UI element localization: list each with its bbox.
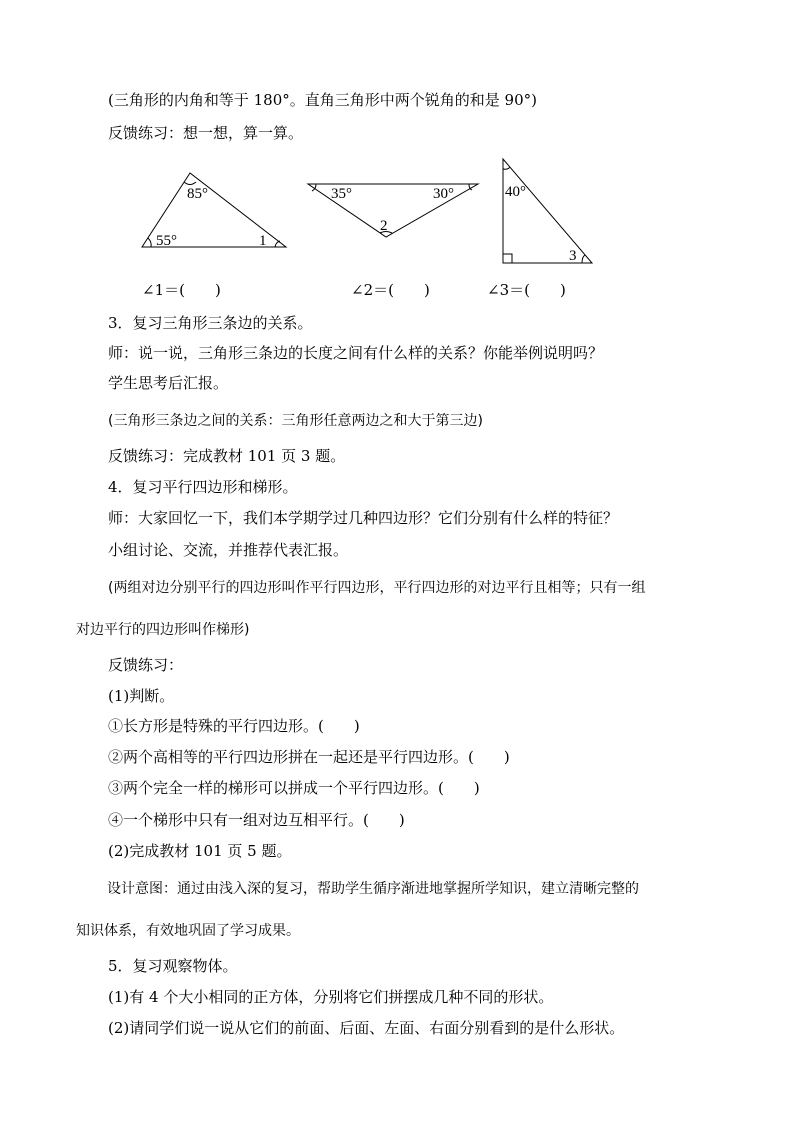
text-line: (三角形的内角和等于 180°。直角三角形中两个锐角的和是 90°)	[108, 91, 537, 109]
text-line: (2)请同学们说一说从它们的前面、后面、左面、右面分别看到的是什么形状。	[108, 1019, 625, 1037]
text-line: ④一个梯形中只有一组对边互相平行。( )	[108, 811, 405, 829]
triangle-1	[142, 173, 286, 249]
text-line: 反馈练习：	[108, 656, 184, 674]
triangle-2	[308, 184, 478, 237]
text-line: 4．复习平行四边形和梯形。	[108, 478, 298, 496]
angle-label: 85°	[187, 186, 208, 202]
angle-label: 30°	[433, 186, 454, 202]
angle-label: 40°	[505, 184, 526, 200]
text-line: 师：大家回忆一下，我们本学期学过几种四边形？它们分别有什么样的特征？	[108, 509, 619, 527]
text-line: ①长方形是特殊的平行四边形。( )	[108, 717, 360, 735]
text-line: 反馈练习：完成教材 101 页 3 题。	[108, 447, 346, 465]
text-line: 5．复习观察物体。	[108, 957, 238, 975]
text-line: 小组讨论、交流，并推荐代表汇报。	[108, 541, 349, 559]
angle-label: 3	[569, 248, 577, 264]
text-line: 设计意图：通过由浅入深的复习，帮助学生循序渐进地掌握所学知识，建立清晰完整的	[107, 881, 639, 897]
angle-label: 35°	[331, 186, 352, 202]
text-line: 学生思考后汇报。	[108, 374, 229, 392]
text-line: (三角形三条边之间的关系：三角形任意两边之和大于第三边)	[108, 413, 483, 429]
text-line: (2)完成教材 101 页 5 题。	[108, 842, 292, 860]
text-line: ③两个完全一样的梯形可以拼成一个平行四边形。( )	[108, 779, 480, 797]
text-line: ②两个高相等的平行四边形拼在一起还是平行四边形。( )	[108, 748, 510, 766]
text-line: 师：说一说，三角形三条边的长度之间有什么样的关系？你能举例说明吗？	[108, 344, 604, 362]
answer-blank-2: ∠2＝( )	[351, 281, 430, 299]
text-line: (1)判断。	[108, 687, 175, 705]
angle-label: 55°	[156, 233, 177, 249]
answer-blank-3: ∠3＝( )	[487, 281, 566, 299]
text-line: (1)有 4 个大小相同的正方体，分别将它们拼摆成几种不同的形状。	[108, 988, 554, 1006]
angle-label: 1	[259, 233, 267, 249]
answer-blank-1: ∠1＝( )	[142, 281, 221, 299]
angle-label: 2	[380, 218, 388, 234]
text-line: 3．复习三角形三条边的关系。	[108, 314, 313, 332]
text-line: 反馈练习：想一想，算一算。	[108, 124, 304, 142]
triangle-3	[503, 159, 592, 264]
text-line: 对边平行的四边形叫作梯形)	[76, 622, 250, 638]
text-line: (两组对边分别平行的四边形叫作平行四边形，平行四边形的对边平行且相等；只有一组	[108, 580, 646, 596]
triangle-figures	[0, 150, 794, 278]
text-line: 知识体系，有效地巩固了学习成果。	[76, 923, 300, 939]
